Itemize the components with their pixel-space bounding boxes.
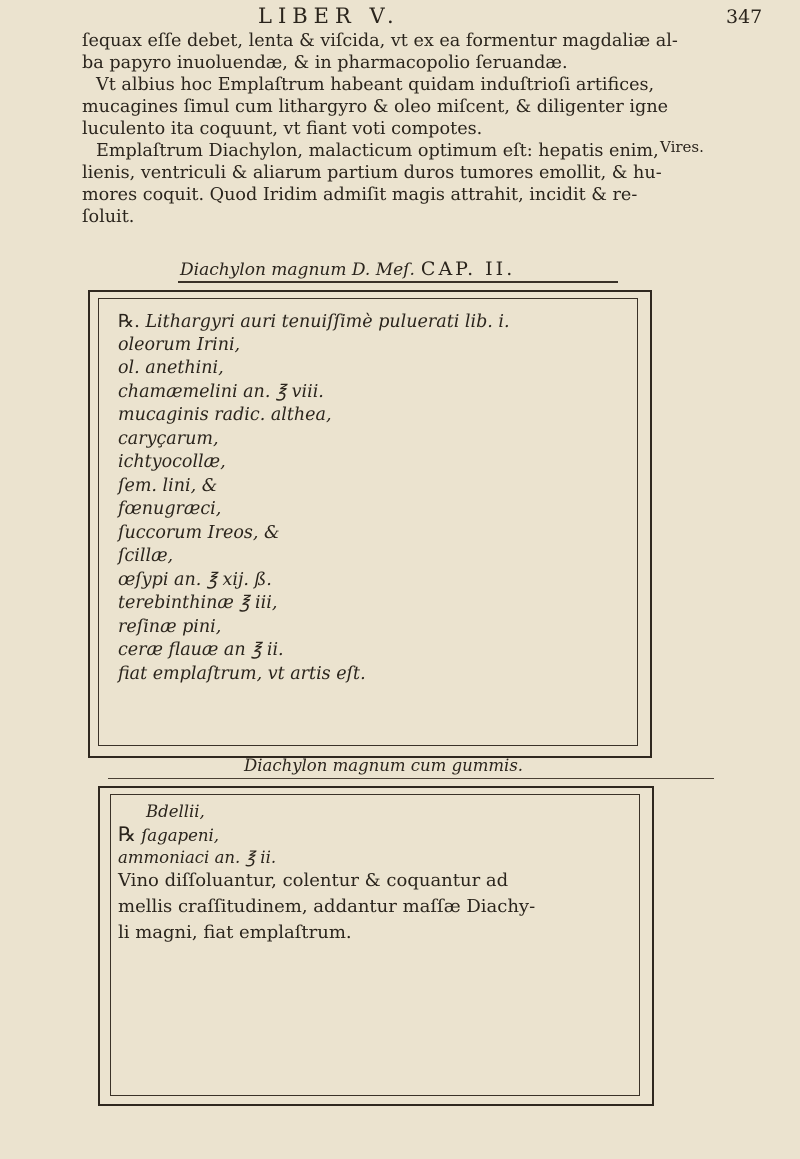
instruction-line: li magni, fiat emplaſtrum. bbox=[118, 922, 352, 943]
body-paragraphs bbox=[82, 30, 678, 228]
body-line: lienis, ventriculi & aliarum partium duros tumores emollit, & hu- bbox=[82, 163, 662, 183]
recipe-diachylon-cum-gummis bbox=[118, 800, 638, 869]
recipe-line: fœnugræci, bbox=[118, 499, 222, 519]
chapter-heading bbox=[180, 258, 515, 280]
running-head bbox=[0, 4, 800, 30]
recipe-line: mucaginis radic. althea, bbox=[118, 405, 332, 425]
margin-note: Vires. bbox=[660, 138, 704, 156]
body-line: Vt albius hoc Emplaſtrum habeant quidam induſtrioſi artifices, bbox=[96, 75, 655, 95]
body-line: mucagines ſimul cum lithargyro & oleo miſcent, & diligenter igne bbox=[82, 97, 669, 117]
recipe-line: ſcillæ, bbox=[118, 546, 174, 566]
chapter-heading-title: Diachylon magnum D. Meſ. bbox=[180, 260, 415, 280]
recipe-line: ichtyocollæ, bbox=[118, 452, 226, 472]
body-line: ſequax eſſe debet, lenta & viſcida, vt ex ea formentur magdaliæ al- bbox=[82, 31, 678, 51]
recipe-ingredient: ſagapeni, bbox=[141, 826, 220, 845]
recipe-line: ſuccorum Ireos, & bbox=[118, 522, 280, 543]
recipe-line: ſem. lini, & bbox=[118, 475, 218, 496]
recipe-symbol: ℞ bbox=[118, 822, 136, 846]
recipe2-heading-rule bbox=[108, 778, 714, 779]
body-line: mores coquit. Quod Iridim admiſit magis attrahit, incidit & re- bbox=[82, 185, 638, 205]
recipe-first-ingredient: Lithargyri auri tenuiſſimè puluerati lib. i. bbox=[145, 312, 510, 332]
instruction-line: mellis craſſitudinem, addantur maſſæ Diachy- bbox=[118, 896, 536, 917]
running-title: LIBER V. bbox=[258, 4, 400, 28]
body-line: ba papyro inuoluendæ, & in pharmacopolio ſeruandæ. bbox=[82, 53, 568, 73]
recipe-line: terebinthinæ ℥ iii, bbox=[118, 593, 278, 613]
page-number: 347 bbox=[726, 6, 763, 28]
body-line: ſoluit. bbox=[82, 207, 135, 227]
chapter-heading-number: CAP. II. bbox=[420, 258, 516, 280]
body-line: Emplaſtrum Diachylon, malacticum optimum eſt: hepatis enim, bbox=[96, 141, 659, 161]
recipe-line: œſypi an. ℥ xij. ß. bbox=[118, 569, 272, 590]
body-line: luculento ita coquunt, vt fiant voti compotes. bbox=[82, 119, 483, 139]
recipe-line: oleorum Irini, bbox=[118, 334, 241, 355]
recipe-line: ceræ flauæ an ℥ ii. bbox=[118, 640, 284, 660]
recipe-line: caryçarum, bbox=[118, 428, 219, 449]
instruction-line: Vino diſſoluantur, colentur & coquantur ad bbox=[118, 870, 509, 891]
recipe-symbol: ℞. bbox=[118, 311, 140, 332]
recipe-line bbox=[118, 310, 638, 334]
recipe-diachylon-magnum bbox=[118, 310, 638, 686]
recipe-line: reſinæ pini, bbox=[118, 616, 222, 637]
recipe-line: Bdellii, bbox=[146, 802, 205, 821]
recipe-line: chamæmelini an. ℥ viii. bbox=[118, 381, 324, 402]
heading-rule bbox=[178, 281, 618, 283]
recipe2-heading: Diachylon magnum cum gummis. bbox=[244, 756, 524, 775]
recipe-line: fiat emplaſtrum, vt artis eſt. bbox=[118, 663, 366, 684]
recipe-line: ol. anethini, bbox=[118, 358, 224, 378]
recipe-line: ammoniaci an. ℥ ii. bbox=[118, 848, 277, 867]
recipe2-instructions bbox=[118, 868, 638, 946]
recipe-line bbox=[118, 823, 638, 846]
